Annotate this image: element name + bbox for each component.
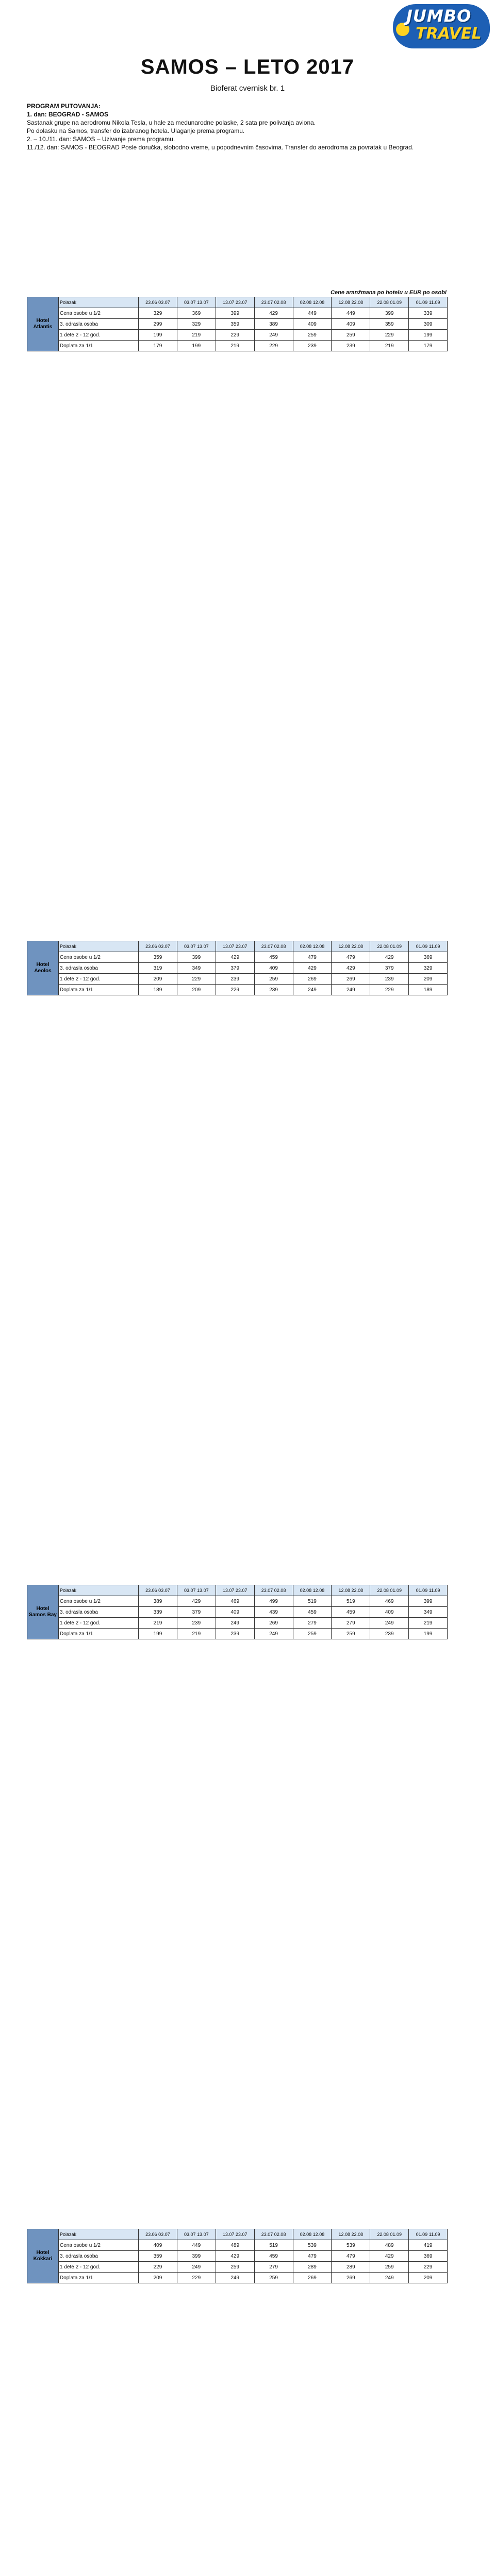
departure-date-cell: 23.06 03.07 [139,941,177,952]
departure-date-cell: 03.07 13.07 [177,2229,216,2240]
departure-date-cell: 23.07 02.08 [254,1585,293,1596]
price-cell: 229 [177,2273,216,2283]
table-row [27,1585,448,1596]
price-cell: 349 [177,963,216,974]
price-table-section [27,2221,448,2283]
price-cell: 399 [177,2251,216,2262]
price-cell: 259 [332,330,370,341]
price-cell: 399 [216,308,254,319]
price-cell: 249 [293,985,332,995]
price-cell: 389 [139,1596,177,1607]
price-cell: 459 [293,1607,332,1618]
departure-date-cell: 13.07 23.07 [216,1585,254,1596]
price-cell: 249 [177,2262,216,2273]
jumbo-travel-logo[interactable] [393,4,490,48]
table-row [27,1596,448,1607]
price-cell: 209 [409,974,448,985]
price-cell: 239 [332,341,370,351]
row-label: 3. odrasla osoba [59,963,139,974]
departure-date-cell: 02.08 12.08 [293,2229,332,2240]
price-cell: 449 [177,2240,216,2251]
hotel-name-cell: Hotel Atlantis [27,297,59,351]
row-label: 3. odrasla osoba [59,1607,139,1618]
price-cell: 539 [332,2240,370,2251]
price-cell: 299 [139,319,177,330]
departure-date-cell: 13.07 23.07 [216,2229,254,2240]
departure-date-cell: 23.06 03.07 [139,2229,177,2240]
price-cell: 289 [332,2262,370,2273]
departure-date-cell: 23.07 02.08 [254,297,293,308]
departure-date-cell: 23.07 02.08 [254,941,293,952]
price-cell: 429 [254,308,293,319]
price-cell: 259 [293,1629,332,1639]
departure-date-cell: 12.08 22.08 [332,1585,370,1596]
price-cell: 479 [332,952,370,963]
price-cell: 229 [216,985,254,995]
price-cell: 399 [409,1596,448,1607]
row-label: Cena osobe u 1/2 [59,1596,139,1607]
hotel-name-cell: Hotel Aeolos [27,941,59,995]
price-cell: 269 [293,2273,332,2283]
table-row [27,952,448,963]
table-row [27,985,448,995]
price-cell: 219 [216,341,254,351]
price-cell: 459 [332,1607,370,1618]
logo-line2: TRAVEL [416,25,482,43]
price-cell: 409 [216,1607,254,1618]
table-row [27,1607,448,1618]
price-cell: 199 [409,1629,448,1639]
row-label: Doplata za 1/1 [59,2273,139,2283]
table-row [27,319,448,330]
price-cell: 199 [177,341,216,351]
departure-date-cell: 23.07 02.08 [254,2229,293,2240]
price-cell: 349 [409,1607,448,1618]
departure-date-cell: 13.07 23.07 [216,941,254,952]
price-cell: 489 [370,2240,409,2251]
departure-date-cell: 22.08 01.09 [370,2229,409,2240]
table-row [27,308,448,319]
price-cell: 229 [216,330,254,341]
price-cell: 389 [254,319,293,330]
price-cell: 229 [370,985,409,995]
price-table-section [27,289,448,351]
row-label: 1 dete 2 - 12 god. [59,1618,139,1629]
departure-date-cell: 12.08 22.08 [332,297,370,308]
price-cell: 479 [293,2251,332,2262]
hotel-name-cell: Hotel Kokkari [27,2229,59,2283]
price-cell: 429 [216,2251,254,2262]
table-note [27,2221,448,2229]
price-cell: 249 [254,330,293,341]
price-cell: 429 [177,1596,216,1607]
price-cell: 429 [370,952,409,963]
price-cell: 219 [139,1618,177,1629]
table-note [27,1577,448,1585]
price-cell: 239 [216,974,254,985]
program-line: Sastanak grupe na aerodromu Nikola Tesla, u hale za medunarodne polaske, 2 sata pre polivanja aviona. [27,119,316,126]
price-cell: 249 [332,985,370,995]
row-label: Doplata za 1/1 [59,985,139,995]
row-label: 3. odrasla osoba [59,319,139,330]
price-cell: 249 [216,1618,254,1629]
departure-date-cell: 01.09 11.09 [409,297,448,308]
price-cell: 359 [139,952,177,963]
price-cell: 269 [332,974,370,985]
price-cell: 259 [332,1629,370,1639]
departure-date-cell: 01.09 11.09 [409,2229,448,2240]
price-table [27,941,448,995]
price-cell: 199 [409,330,448,341]
departure-date-cell: 12.08 22.08 [332,941,370,952]
price-cell: 269 [332,2273,370,2283]
price-cell: 359 [370,319,409,330]
price-cell: 339 [409,308,448,319]
price-cell: 179 [139,341,177,351]
program-line: Po dolasku na Samos, transfer do izabranog hotela. Ulaganje prema programu. [27,127,245,134]
row-label: Polazak [59,2229,139,2240]
price-cell: 229 [139,2262,177,2273]
price-cell: 519 [332,1596,370,1607]
price-cell: 279 [332,1618,370,1629]
row-label: 1 dete 2 - 12 god. [59,974,139,985]
price-table [27,1585,448,1639]
price-cell: 469 [216,1596,254,1607]
table-note: Cene aranžmana po hotelu u EUR po osobi [331,290,447,296]
row-label: Polazak [59,1585,139,1596]
departure-date-cell: 23.06 03.07 [139,297,177,308]
price-cell: 379 [177,1607,216,1618]
departure-date-cell: 03.07 13.07 [177,297,216,308]
table-row [27,941,448,952]
price-cell: 329 [177,319,216,330]
departure-date-cell: 12.08 22.08 [332,2229,370,2240]
program-line: 2. – 10./11. dan: SAMOS – Uzivanje prema programu. [27,135,175,143]
row-label: Cena osobe u 1/2 [59,308,139,319]
price-cell: 239 [370,1629,409,1639]
price-cell: 369 [409,952,448,963]
price-cell: 239 [216,1629,254,1639]
price-cell: 409 [370,1607,409,1618]
logo-line1: JUMBO [406,6,472,26]
table-row [27,963,448,974]
price-cell: 329 [139,308,177,319]
table-row [27,297,448,308]
price-cell: 189 [409,985,448,995]
price-cell: 229 [409,2262,448,2273]
price-cell: 379 [216,963,254,974]
program-description [27,102,419,151]
departure-date-cell: 02.08 12.08 [293,941,332,952]
price-cell: 259 [370,2262,409,2273]
price-cell: 229 [177,974,216,985]
price-cell: 479 [293,952,332,963]
price-cell: 209 [177,985,216,995]
row-label: Doplata za 1/1 [59,341,139,351]
departure-date-cell: 22.08 01.09 [370,941,409,952]
price-cell: 329 [409,963,448,974]
price-cell: 219 [177,1629,216,1639]
program-line: 11./12. dan: SAMOS - BEOGRAD Posle doručka, slobodno vreme, u popodnevnim časovima. Transfer do aerodroma za povratak u Beograd. [27,144,414,151]
table-row [27,974,448,985]
price-cell: 279 [293,1618,332,1629]
price-cell: 519 [293,1596,332,1607]
price-cell: 289 [293,2262,332,2273]
price-cell: 429 [370,2251,409,2262]
price-cell: 269 [254,1618,293,1629]
row-label: Doplata za 1/1 [59,1629,139,1639]
price-cell: 309 [409,319,448,330]
price-cell: 449 [293,308,332,319]
row-label: Polazak [59,941,139,952]
price-cell: 199 [139,1629,177,1639]
departure-date-cell: 22.08 01.09 [370,1585,409,1596]
price-cell: 229 [370,330,409,341]
price-cell: 459 [254,2251,293,2262]
table-row [27,330,448,341]
price-cell: 369 [177,308,216,319]
price-table [27,2229,448,2283]
price-cell: 379 [370,963,409,974]
price-cell: 259 [216,2262,254,2273]
table-row [27,2262,448,2273]
departure-date-cell: 02.08 12.08 [293,1585,332,1596]
departure-date-cell: 13.07 23.07 [216,297,254,308]
price-cell: 249 [254,1629,293,1639]
price-cell: 459 [254,952,293,963]
price-cell: 239 [370,974,409,985]
departure-date-cell: 22.08 01.09 [370,297,409,308]
table-row [27,2273,448,2283]
price-cell: 429 [293,963,332,974]
price-cell: 249 [370,2273,409,2283]
price-cell: 479 [332,2251,370,2262]
price-cell: 199 [139,330,177,341]
price-cell: 179 [409,341,448,351]
table-row [27,2229,448,2240]
page-title: SAMOS – LETO 2017 [140,56,355,78]
table-row [27,1629,448,1639]
price-table-section [27,933,448,995]
price-cell: 339 [139,1607,177,1618]
program-heading: PROGRAM PUTOVANJA: [27,103,101,110]
hotel-name-cell: Hotel Samos Bay [27,1585,59,1639]
row-label: 1 dete 2 - 12 god. [59,2262,139,2273]
price-cell: 259 [254,974,293,985]
price-cell: 249 [370,1618,409,1629]
price-cell: 399 [370,308,409,319]
table-row [27,341,448,351]
price-cell: 209 [139,2273,177,2283]
price-cell: 429 [216,952,254,963]
price-cell: 249 [216,2273,254,2283]
price-cell: 409 [332,319,370,330]
price-cell: 519 [254,2240,293,2251]
table-note [27,933,448,941]
departure-date-cell: 01.09 11.09 [409,1585,448,1596]
table-row [27,2251,448,2262]
price-cell: 449 [332,308,370,319]
table-row [27,2240,448,2251]
price-cell: 499 [254,1596,293,1607]
price-cell: 239 [254,985,293,995]
price-cell: 189 [139,985,177,995]
departure-date-cell: 03.07 13.07 [177,1585,216,1596]
price-cell: 369 [409,2251,448,2262]
departure-date-cell: 02.08 12.08 [293,297,332,308]
price-cell: 429 [332,963,370,974]
price-cell: 279 [254,2262,293,2273]
price-cell: 219 [177,330,216,341]
price-cell: 269 [293,974,332,985]
price-cell: 219 [370,341,409,351]
price-cell: 259 [293,330,332,341]
departure-date-cell: 01.09 11.09 [409,941,448,952]
price-cell: 219 [409,1618,448,1629]
price-table-section [27,1577,448,1639]
price-table [27,297,448,351]
price-cell: 489 [216,2240,254,2251]
row-label: 3. odrasla osoba [59,2251,139,2262]
departure-date-cell: 03.07 13.07 [177,941,216,952]
price-cell: 439 [254,1607,293,1618]
price-cell: 229 [254,341,293,351]
table-row [27,1618,448,1629]
price-cell: 359 [139,2251,177,2262]
price-cell: 409 [293,319,332,330]
price-cell: 469 [370,1596,409,1607]
row-label: Polazak [59,297,139,308]
price-cell: 239 [293,341,332,351]
price-cell: 359 [216,319,254,330]
price-cell: 419 [409,2240,448,2251]
price-cell: 539 [293,2240,332,2251]
price-cell: 239 [177,1618,216,1629]
price-cell: 259 [254,2273,293,2283]
departure-date-cell: 23.06 03.07 [139,1585,177,1596]
price-cell: 209 [139,974,177,985]
row-label: 1 dete 2 - 12 god. [59,330,139,341]
row-label: Cena osobe u 1/2 [59,2240,139,2251]
price-cell: 399 [177,952,216,963]
price-cell: 209 [409,2273,448,2283]
page-subtitle: Bioferat cvernisk br. 1 [210,84,285,93]
price-cell: 409 [139,2240,177,2251]
row-label: Cena osobe u 1/2 [59,952,139,963]
price-cell: 319 [139,963,177,974]
price-cell: 409 [254,963,293,974]
program-day1: 1. dan: BEOGRAD - SAMOS [27,111,109,118]
